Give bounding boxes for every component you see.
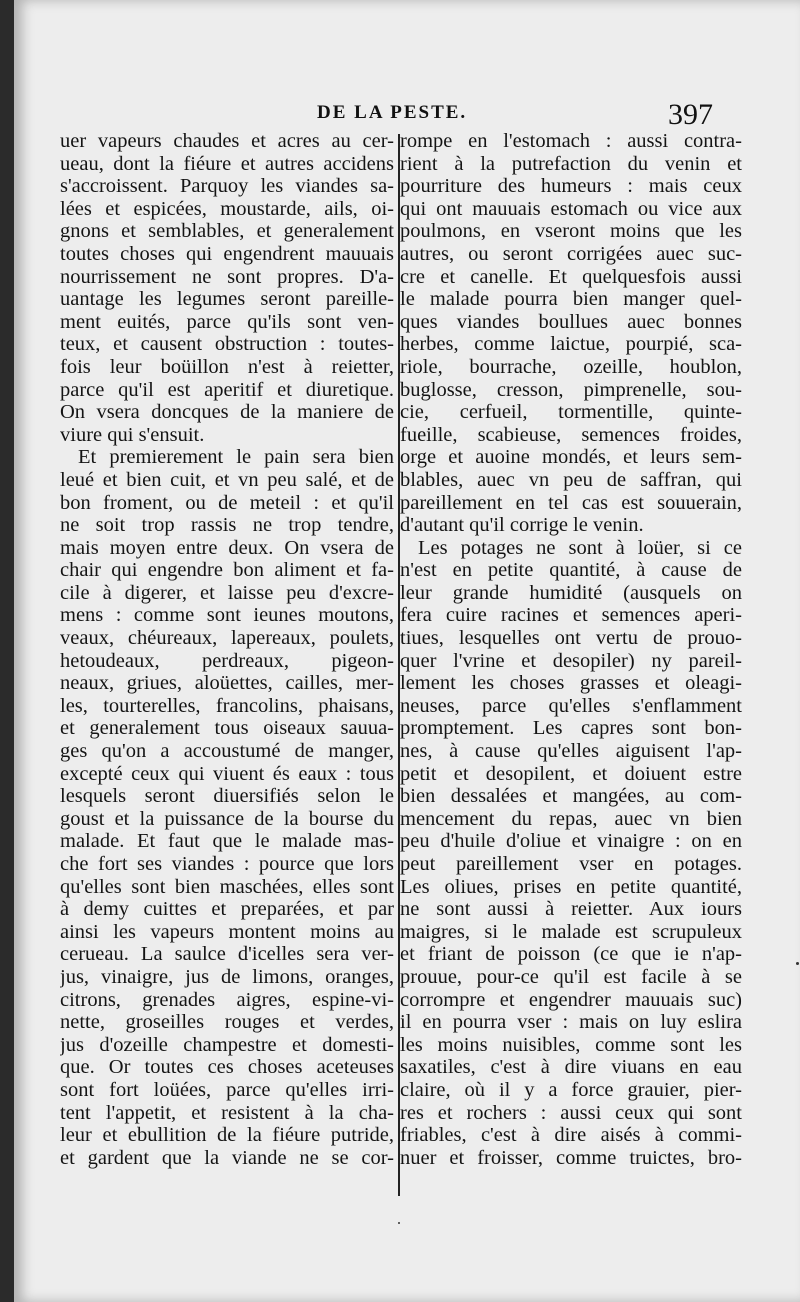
text-line: il en pourra vser : mais on luy eslira xyxy=(400,1011,742,1034)
text-line: toutes choses qui engendrent mauuais xyxy=(60,242,394,265)
text-line: cile à digerer, et laisse peu d'excre- xyxy=(60,581,394,604)
text-line: lement les choses grasses et oleagi- xyxy=(400,672,742,695)
text-line: tiues, lesquelles ont vertu de prouo- xyxy=(400,627,742,650)
text-line: veaux, chéureaux, lapereaux, poulets, xyxy=(60,627,394,650)
text-line: citrons, grenades aigres, espine-vi- xyxy=(60,988,394,1011)
text-line: ment euités, parce qu'ils sont ven- xyxy=(60,310,394,333)
text-line: parce qu'il est aperitif et diuretique. xyxy=(60,378,394,401)
text-line: cerueau. La saulce d'icelles sera ver- xyxy=(60,943,394,966)
text-line: bon froment, ou de meteil : et qu'il xyxy=(60,491,394,514)
text-line: ques viandes boullues auec bonnes xyxy=(400,310,742,333)
paper-speck xyxy=(398,1222,400,1224)
text-line: promptement. Les capres sont bon- xyxy=(400,717,742,740)
text-line: friables, c'est à dire aisés à commi- xyxy=(400,1124,742,1147)
text-line: hetoudeaux, perdreaux, pigeon- xyxy=(60,649,394,672)
text-line: Les potages ne sont à loüer, si ce xyxy=(418,536,742,559)
text-line: le malade pourra bien manger quel- xyxy=(400,288,742,311)
text-line: bien dessalées et mangées, au com- xyxy=(400,785,742,808)
text-line: lesquels seront diuersifiés selon le xyxy=(60,785,394,808)
text-line: mais moyen entre deux. On vsera de xyxy=(60,536,394,559)
text-line: prouue, pour-ce qu'il est facile à se xyxy=(400,965,742,988)
text-line: poulmons, en vseront moins que les xyxy=(400,220,742,243)
paper-speck xyxy=(796,962,799,965)
text-line: les, tourterelles, francolins, phaisans, xyxy=(60,694,394,717)
text-line: et gardent que la viande ne se cor- xyxy=(60,1146,394,1169)
text-line: autres, ou seront corrigées auec suc- xyxy=(400,242,742,265)
text-line: corrompre et engendrer mauuais suc) xyxy=(400,988,742,1011)
text-line: res et rochers : aussi ceux qui sont xyxy=(400,1101,742,1124)
text-line: nes, à cause qu'elles aiguisent l'ap- xyxy=(400,740,742,763)
text-line: nourrissement ne sont propres. D'a- xyxy=(60,265,394,288)
text-line: leur grande humidité (ausquels on xyxy=(400,581,742,604)
text-line: gnons et semblables, et generalement xyxy=(60,220,394,243)
text-line: peu d'huile d'oliue et vinaigre : on en xyxy=(400,830,742,853)
text-line: chair qui engendre bon aliment et fa- xyxy=(60,559,394,582)
text-line: mencement du repas, auec vn bien xyxy=(400,807,742,830)
text-line: n'est en petite quantité, à cause de xyxy=(400,559,742,582)
text-line: ne soit trop rassis ne trop tendre, xyxy=(60,514,394,537)
text-line: uantage les legumes seront pareille- xyxy=(60,288,394,311)
text-line: et generalement tous oiseaux sauua- xyxy=(60,717,394,740)
text-line: cre et canelle. Et quelquesfois aussi xyxy=(400,265,742,288)
text-line: che fort ses viandes : pource que lors xyxy=(60,853,394,875)
text-line: buglosse, cresson, pimprenelle, sou- xyxy=(400,378,742,401)
text-line: fueille, scabieuse, semences froides, xyxy=(400,423,742,446)
text-line: ne sont aussi à reietter. Aux iours xyxy=(400,898,742,921)
text-line: les moins nuisibles, comme sont les xyxy=(400,1033,742,1056)
text-line: ges qu'on a accoustumé de manger, xyxy=(60,740,394,763)
text-line: Et premierement le pain sera bien xyxy=(78,446,394,469)
text-line: à demy cuittes et preparées, et par xyxy=(60,898,394,921)
text-line: lées et espicées, moustarde, ails, oi- xyxy=(60,197,394,220)
text-line: que. Or toutes ces choses aceteuses xyxy=(60,1056,394,1079)
text-line: et friant de poisson (ce que ie n'ap- xyxy=(400,943,742,966)
text-line: orge et auoine mondés, et leurs sem- xyxy=(400,446,742,469)
text-line: jus, vinaigre, jus de limons, oranges, xyxy=(60,965,394,988)
text-line: leué et bien cuit, et vn peu salé, et de xyxy=(60,468,394,491)
text-line: sont fort loüées, parce qu'elles irri- xyxy=(60,1078,394,1101)
text-line: d'autant qu'il corrige le venin. xyxy=(400,514,644,537)
text-line: rient à la putrefaction du venin et xyxy=(400,152,742,175)
text-line: goust et la puissance de la bourse du xyxy=(60,807,394,830)
text-line: tent l'appetit, et resistent à la cha- xyxy=(60,1101,394,1124)
text-line: nette, groseilles rouges et verdes, xyxy=(60,1011,394,1034)
text-line: quer l'vrine et desopiler) ny pareil- xyxy=(400,649,742,672)
text-line: teux, et causent obstruction : toutes- xyxy=(60,333,394,356)
text-line: viure qui s'ensuit. xyxy=(60,423,205,446)
text-line: excepté ceux qui viuent és eaux : tous xyxy=(60,762,394,785)
text-line: saxatiles, c'est à dire viuans en eau xyxy=(400,1056,742,1079)
text-line: herbes, comme laictue, pourpié, sca- xyxy=(400,333,742,356)
text-line: pourriture des humeurs : mais ceux xyxy=(400,175,742,198)
text-line: Les oliues, prises en petite quantité, xyxy=(400,875,742,898)
text-line: mens : comme sont ieunes moutons, xyxy=(60,604,394,627)
text-line: claire, où il y a force grauier, pier- xyxy=(400,1078,742,1101)
text-line: s'accroissent. Parquoy les viandes sa- xyxy=(60,175,394,198)
text-line: riole, bourrache, ozeille, houblon, xyxy=(400,355,742,378)
text-line: malade. Et faut que le malade mas- xyxy=(60,830,394,853)
page-number: 397 xyxy=(668,98,713,131)
text-line: On vsera doncques de la maniere de xyxy=(60,401,394,424)
text-line: ainsi les vapeurs montent moins au xyxy=(60,920,394,943)
text-line: petit et desopilent, et doiuent estre xyxy=(400,762,742,785)
left-text-column xyxy=(60,130,394,1169)
text-line: uer vapeurs chaudes et acres au cer- xyxy=(60,130,394,152)
text-line: leur et ebullition de la fiéure putride, xyxy=(60,1124,394,1147)
book-page xyxy=(14,0,800,1302)
text-line: fera cuire racines et semences aperi- xyxy=(400,604,742,627)
text-line: nuer et froisser, comme truictes, bro- xyxy=(400,1146,742,1169)
text-line: qu'elles sont bien maschées, elles sont xyxy=(60,875,394,898)
text-line: maigres, si le malade est scrupuleux xyxy=(400,920,742,943)
text-line: rompe en l'estomach : aussi contra- xyxy=(400,130,742,152)
text-line: peut pareillement vser en potages. xyxy=(400,853,742,875)
text-line: fois leur boüillon n'est à reietter, xyxy=(60,355,394,378)
right-text-column xyxy=(400,130,742,1169)
running-title: DE LA PESTE. xyxy=(317,102,468,123)
text-line: cie, cerfueil, tormentille, quinte- xyxy=(400,401,742,424)
text-line: qui ont mauuais estomach ou vice aux xyxy=(400,197,742,220)
text-line: ueau, dont la fiéure et autres accidens xyxy=(60,152,394,175)
text-line: neaux, griues, aloüettes, cailles, mer- xyxy=(60,672,394,695)
text-line: blables, auec vn peu de saffran, qui xyxy=(400,468,742,491)
text-line: pareillement en tel cas est souuerain, xyxy=(400,491,742,514)
text-line: neuses, parce qu'elles s'enflamment xyxy=(400,694,742,717)
text-line: jus d'ozeille champestre et domesti- xyxy=(60,1033,394,1056)
